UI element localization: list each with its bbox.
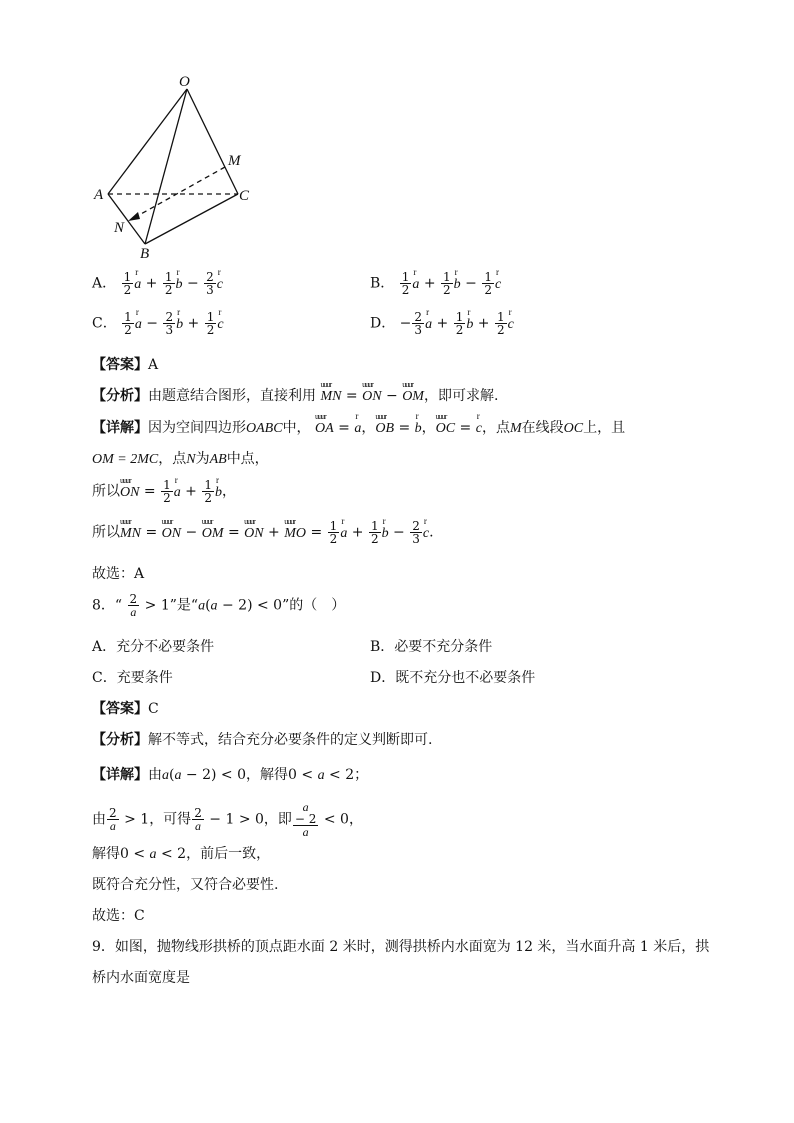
q8-option-c[interactable]: C．充要条件 — [92, 670, 173, 686]
q7-answer: 【答案】A — [92, 357, 159, 373]
q8-detail-line1: 【详解】由a(a − 2) < 0，解得0 < a < 2； — [92, 767, 369, 783]
edge-OC — [187, 89, 238, 194]
arrowhead-icon — [128, 212, 140, 221]
edge-BC — [145, 194, 238, 244]
edge-OB — [145, 89, 187, 244]
label-B: B — [140, 246, 150, 262]
q8-option-b[interactable]: B．必要不充分条件 — [370, 639, 493, 655]
q8-detail-line4: 既符合充分性，又符合必要性. — [92, 877, 279, 893]
q9-stem-line1: 9．如图，抛物线形拱桥的顶点距水面 2 米时，测得拱桥内水面宽为 12 米，当水面升高 1 米后，拱 — [92, 939, 710, 955]
q7-choose: 故选：A — [92, 566, 145, 582]
q7-option-b[interactable]: B． $\frac{1}{2}$ r a + $\frac{1}{2}$ r b − $\frac{1}{2}$ r c — [370, 271, 501, 296]
label-N: N — [114, 220, 125, 236]
vector-MN — [132, 167, 225, 219]
tetrahedron-figure — [88, 72, 268, 264]
q8-detail-line3: 解得0 < a < 2，前后一致， — [92, 846, 271, 862]
label-C: C — [239, 188, 250, 204]
q7-analysis: 【分析】由题意结合图形，直接利用 uuur MN = uuur ON − uuur OM，即可求解. — [92, 385, 498, 405]
q8-stem: 8．“ $\frac{2}{a}$ > 1”是“a(a − 2) < 0”的（ ） — [92, 592, 346, 619]
q8-option-d[interactable]: D．既不充分也不必要条件 — [370, 670, 536, 686]
q8-analysis: 【分析】解不等式，结合充分必要条件的定义判断即可. — [92, 732, 433, 748]
q7-detail-line2: OM = 2MC，点N为AB中点， — [92, 451, 269, 467]
q7-so-line1: 所以uuur ON = $\frac{1}{2}$ r a + $\frac{1}{2}$ r b， — [92, 479, 236, 504]
q7-so-line2: 所以uuur MN = uuur ON − uuur OM = uuur ON + uuur MO = $\frac{1}{2}$ r a + $\frac{1}{2}$ r b − $\frac{2}{3}$ r c. — [92, 520, 434, 545]
q7-detail-line1: 【详解】因为空间四边形OABC中， uuur OA = r a，uuur OB = r b，uuur OC = r c，点M在线段OC上，且 — [92, 417, 625, 437]
q9-stem-line2: 桥内水面宽度是 — [92, 970, 190, 986]
q7-option-a[interactable]: A． $\frac{1}{2}$ r a + $\frac{1}{2}$ r b − $\frac{2}{3}$ r c — [92, 271, 223, 296]
label-O: O — [179, 74, 190, 90]
edge-OA — [108, 89, 187, 194]
q7-option-d[interactable]: D． − $\frac{2}{3}$ r a + $\frac{1}{2}$ r b + $\frac{1}{2}$ r c — [370, 311, 514, 336]
q8-answer: 【答案】C — [92, 701, 159, 717]
q8-detail-line2: 由 $\frac{2}{a}$ > 1，可得 $\frac{2}{a}$ − 1 > 0，即 a − 2 a < 0， — [92, 800, 363, 839]
q8-option-a[interactable]: A．充分不必要条件 — [92, 639, 215, 655]
label-A: A — [94, 187, 104, 203]
label-M: M — [228, 153, 241, 169]
q8-choose: 故选：C — [92, 908, 145, 924]
q7-option-c[interactable]: C． $\frac{1}{2}$ r a − $\frac{2}{3}$ r b + $\frac{1}{2}$ r c — [92, 311, 224, 336]
